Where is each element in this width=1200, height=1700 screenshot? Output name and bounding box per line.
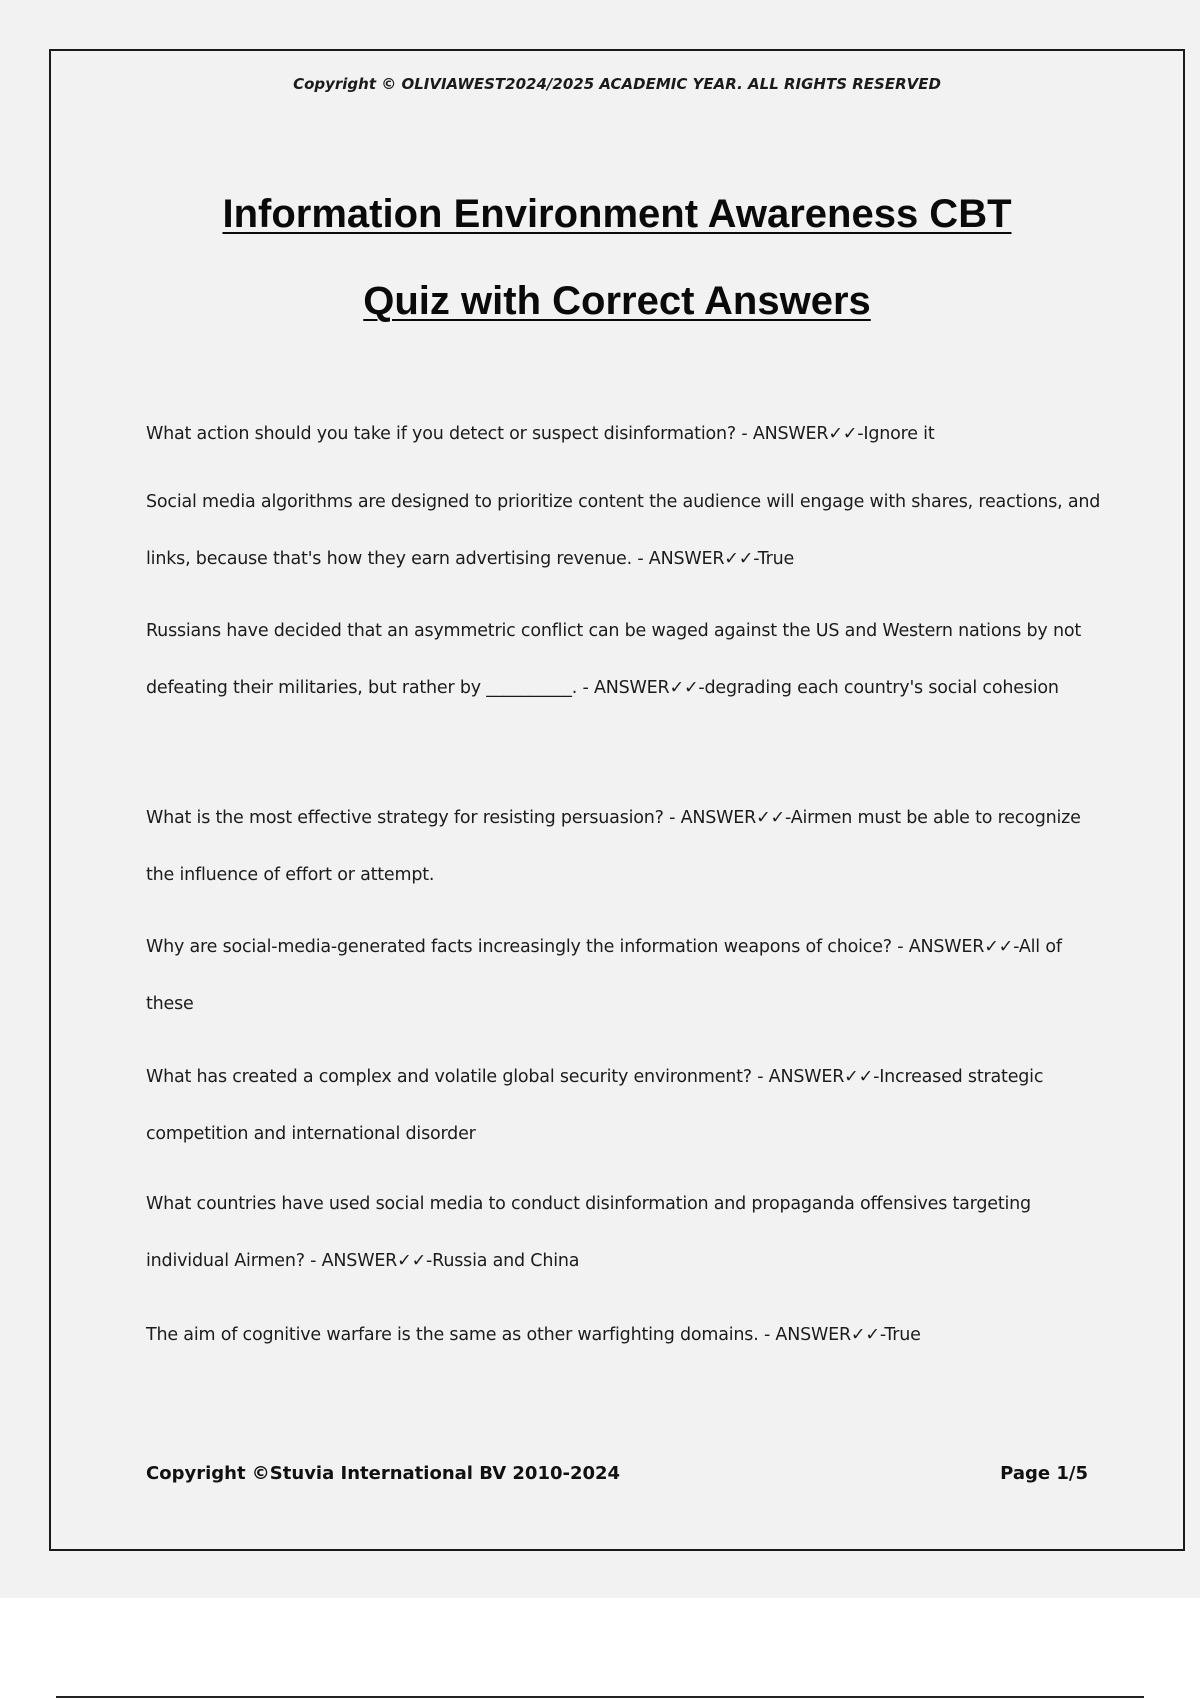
footer-copyright: Copyright ©Stuvia International BV 2010-2024 — [146, 1463, 621, 1484]
page-number: Page 1/5 — [1000, 1463, 1088, 1484]
document-page — [49, 49, 1185, 1551]
next-page-top-rule — [56, 1696, 1144, 1698]
title-line-2: Quiz with Correct Answers — [363, 279, 871, 323]
qa-item-2: Social media algorithms are designed to prioritize content the audience will engage with shares, reactions, and links, because that's how they earn advertising revenue. - ANSWER✓✓-True — [146, 492, 1101, 569]
qa-item-1: What action should you take if you detect or suspect disinformation? - ANSWER✓✓-Ignore it — [146, 424, 935, 444]
qa-item-6: What has created a complex and volatile global security environment? - ANSWER✓✓-Increased strategic competition and international disorder — [146, 1067, 1044, 1144]
qa-item-4: What is the most effective strategy for resisting persuasion? - ANSWER✓✓-Airmen must be able to recognize the influence of effort or attempt. — [146, 808, 1081, 885]
document-title — [51, 171, 1183, 345]
qa-item-7: What countries have used social media to conduct disinformation and propaganda offensives targeting individual Airmen? - ANSWER✓✓-Russia and China — [146, 1194, 1031, 1271]
header-copyright: Copyright © OLIVIAWEST2024/2025 ACADEMIC YEAR. ALL RIGHTS RESERVED — [293, 75, 941, 93]
title-line-1: Information Environment Awareness CBT — [222, 192, 1012, 236]
qa-item-3: Russians have decided that an asymmetric conflict can be waged against the US and Western nations by not defeating their militaries, but rather by __________. - ANSWER✓✓-degrading each country's social cohesion — [146, 621, 1082, 698]
qa-item-5: Why are social-media-generated facts increasingly the information weapons of choice? - ANSWER✓✓-All of these — [146, 937, 1062, 1014]
qa-item-8: The aim of cognitive warfare is the same as other warfighting domains. - ANSWER✓✓-True — [146, 1325, 921, 1345]
